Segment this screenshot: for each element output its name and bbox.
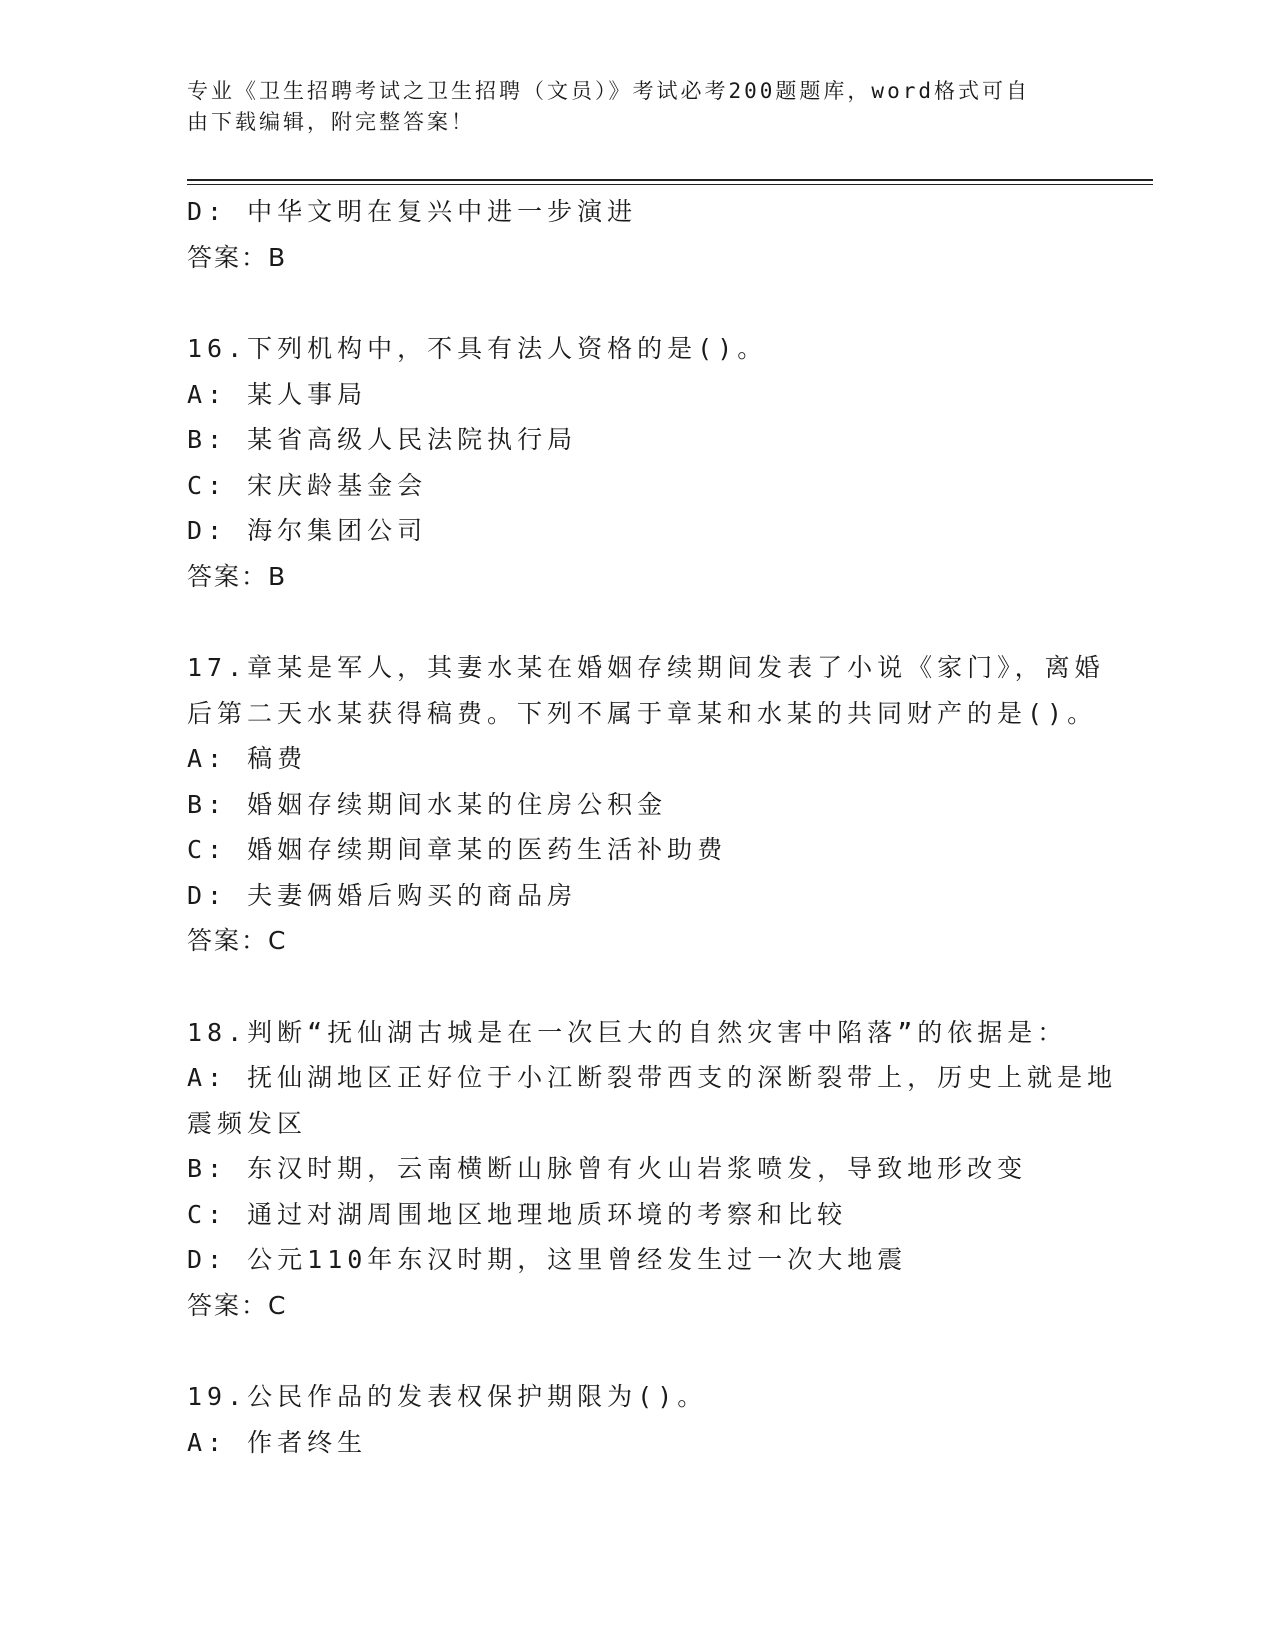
- spacer: [187, 599, 1087, 645]
- question-18: [187, 1010, 1118, 1329]
- spacer: [187, 280, 1087, 326]
- question-17: [187, 645, 1105, 964]
- option-d: D: 夫妻俩婚后购买的商品房: [187, 880, 578, 910]
- option-a-continued: 震频发区: [187, 1108, 308, 1138]
- option-b: B: 婚姻存续期间水某的住房公积金: [187, 789, 668, 819]
- document-header: [187, 76, 1067, 138]
- option-d: D: 公元110年东汉时期，这里曾经发生过一次大地震: [187, 1245, 908, 1274]
- answer-line: 答案：B: [187, 561, 288, 591]
- answer-line: 答案：B: [187, 242, 288, 272]
- option-a: A: 稿费: [187, 744, 308, 773]
- option-b: B: 东汉时期，云南横断山脉曾有火山岩浆喷发，导致地形改变: [187, 1154, 1028, 1183]
- header-divider-thin: [187, 184, 1153, 185]
- option-d: D: 海尔集团公司: [187, 516, 428, 545]
- header-divider-thick: [187, 179, 1153, 181]
- question-stem: 19.公民作品的发表权保护期限为()。: [187, 1382, 708, 1411]
- option-b: B: 某省高级人民法院执行局: [187, 425, 578, 454]
- question-15-tail: [187, 189, 1087, 280]
- question-16: [187, 326, 1087, 599]
- question-stem: 18.判断“抚仙湖古城是在一次巨大的自然灾害中陷落”的依据是：: [187, 1017, 1068, 1047]
- option-a: A: 某人事局: [187, 379, 368, 409]
- answer-line: 答案：C: [187, 926, 288, 955]
- question-stem: 16.下列机构中，不具有法人资格的是()。: [187, 334, 768, 363]
- question-stem: 17.章某是军人，其妻水某在婚姻存续期间发表了小说《家门》，离婚: [187, 653, 1105, 682]
- question-19: [187, 1374, 1087, 1465]
- option-c: C: 通过对湖周围地区地理地质环境的考察和比较: [187, 1199, 848, 1229]
- option-a: A: 抚仙湖地区正好位于小江断裂带西支的深断裂带上，历史上就是地: [187, 1063, 1118, 1092]
- spacer: [187, 964, 1087, 1010]
- document-body: [187, 189, 1118, 1465]
- spacer: [187, 1328, 1087, 1374]
- option-c: C: 婚姻存续期间章某的医药生活补助费: [187, 835, 728, 864]
- option-a: A: 作者终生: [187, 1427, 368, 1457]
- header-title-line-2: 由下载编辑，附完整答案！: [187, 110, 475, 134]
- answer-line: 答案：C: [187, 1290, 288, 1320]
- header-title-line-1: 专业《卫生招聘考试之卫生招聘（文员）》考试必考200题题库，word格式可自: [187, 79, 1030, 103]
- option-c: C: 宋庆龄基金会: [187, 470, 428, 500]
- option-d: D: 中华文明在复兴中进一步演进: [187, 197, 638, 226]
- question-stem-continued: 后第二天水某获得稿费。下列不属于章某和水某的共同财产的是()。: [187, 698, 1098, 728]
